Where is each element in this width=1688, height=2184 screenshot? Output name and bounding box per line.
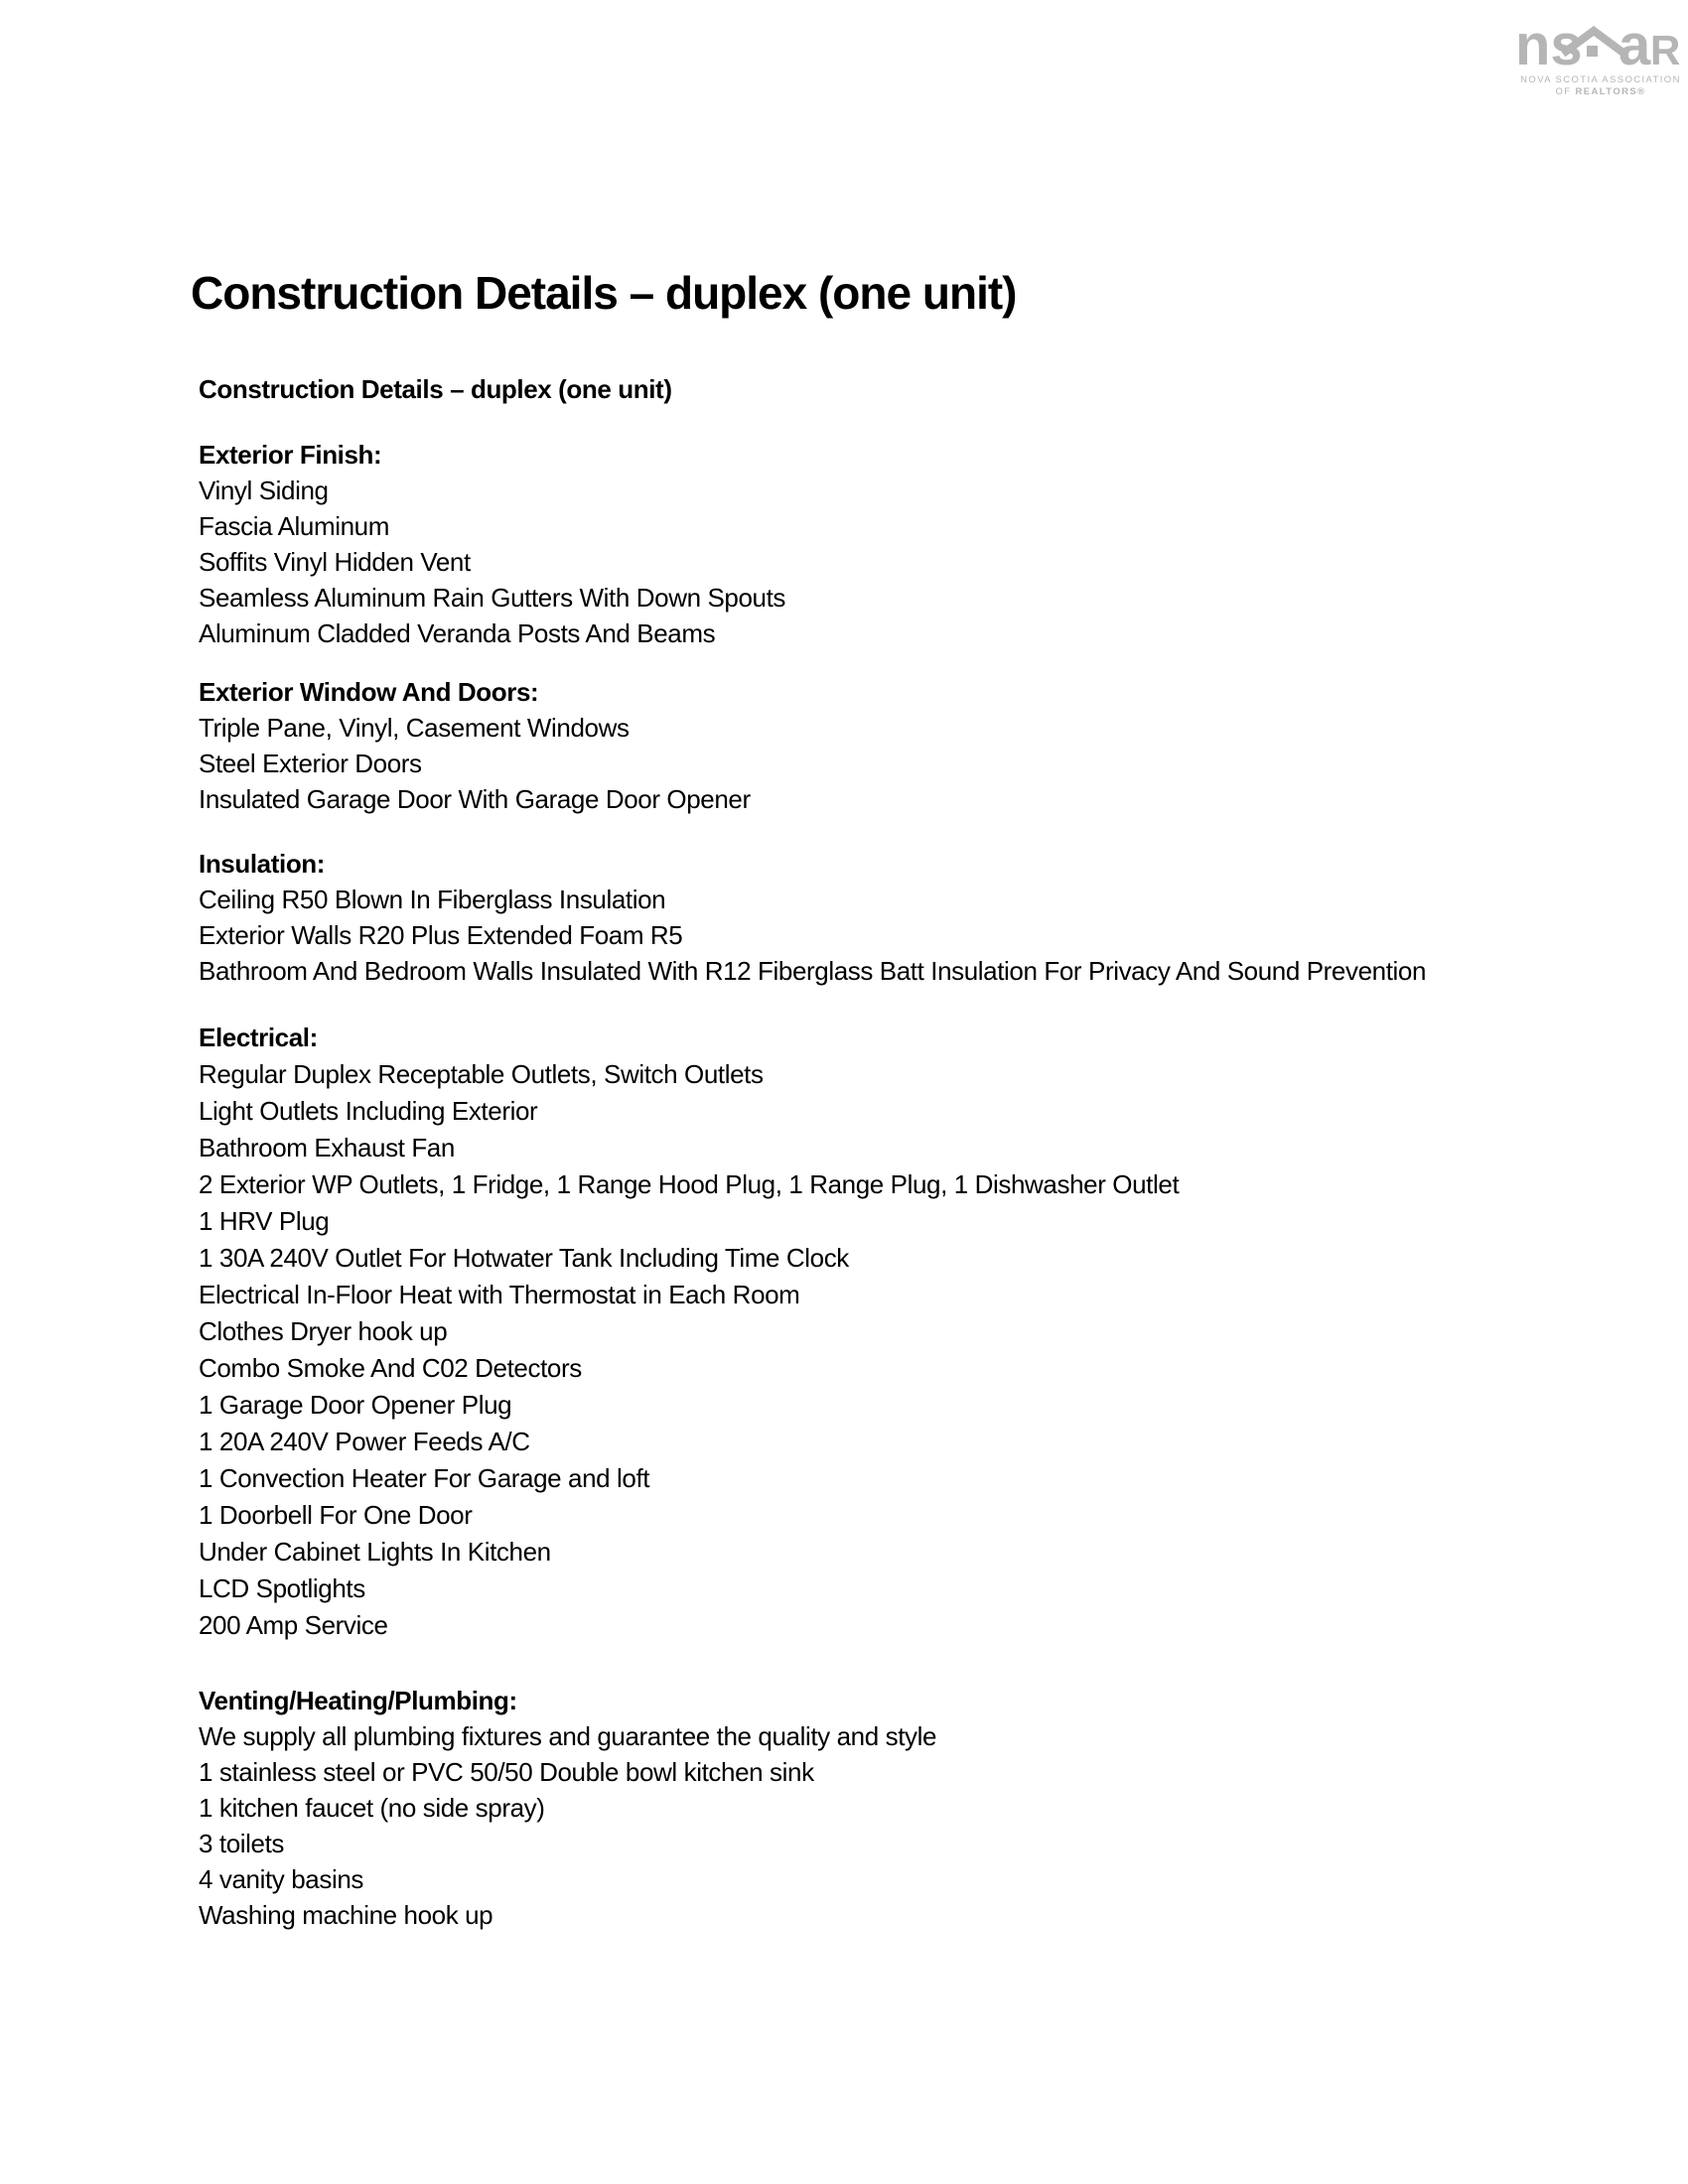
section-item: 2 Exterior WP Outlets, 1 Fridge, 1 Range Hood Plug, 1 Range Plug, 1 Dishwasher Outlet bbox=[199, 1169, 1180, 1199]
section-heading: Electrical: bbox=[199, 1023, 318, 1052]
section-item: Steel Exterior Doors bbox=[199, 749, 422, 778]
section-item: Electrical In-Floor Heat with Thermostat in Each Room bbox=[199, 1280, 800, 1309]
logo-text-ns: ns bbox=[1515, 22, 1583, 77]
logo-subtext-of: OF bbox=[1555, 86, 1576, 97]
section-item: Bathroom And Bedroom Walls Insulated With R12 Fiberglass Batt Insulation For Privacy And Sound Prevention bbox=[199, 956, 1427, 986]
section bbox=[199, 846, 1426, 989]
section-heading: Insulation: bbox=[199, 849, 326, 879]
section-item: Insulated Garage Door With Garage Door Opener bbox=[199, 784, 751, 814]
logo-subtext-line2 bbox=[1555, 86, 1645, 97]
house-window-icon bbox=[1587, 46, 1598, 57]
page-title: Construction Details – duplex (one unit) bbox=[191, 267, 1017, 319]
section-item: We supply all plumbing fixtures and guarantee the quality and style bbox=[199, 1721, 937, 1751]
section-item: 1 HRV Plug bbox=[199, 1206, 330, 1236]
section-item: Fascia Aluminum bbox=[199, 511, 389, 541]
logo-text-r: R bbox=[1650, 27, 1681, 73]
section-item: Exterior Walls R20 Plus Extended Foam R5 bbox=[199, 920, 683, 950]
section-item: 1 kitchen faucet (no side spray) bbox=[199, 1793, 545, 1823]
document-subtitle: Construction Details – duplex (one unit) bbox=[199, 374, 672, 404]
logo-subtext-realtors: REALTORS® bbox=[1575, 86, 1646, 97]
section-item: 1 20A 240V Power Feeds A/C bbox=[199, 1427, 530, 1456]
nsar-logo bbox=[1513, 22, 1688, 107]
section-item: 3 toilets bbox=[199, 1829, 285, 1858]
nsar-logo-graphic bbox=[1513, 22, 1688, 107]
logo-text-a: a bbox=[1618, 22, 1651, 77]
section-item: Regular Duplex Receptable Outlets, Switch Outlets bbox=[199, 1059, 764, 1089]
section-item: Aluminum Cladded Veranda Posts And Beams bbox=[199, 618, 716, 648]
section-item: Ceiling R50 Blown In Fiberglass Insulation bbox=[199, 885, 666, 914]
section-item: Light Outlets Including Exterior bbox=[199, 1096, 538, 1126]
section-item: Washing machine hook up bbox=[199, 1900, 493, 1930]
section-item: Combo Smoke And C02 Detectors bbox=[199, 1353, 582, 1383]
section-item: 1 Garage Door Opener Plug bbox=[199, 1390, 512, 1420]
section-item: Bathroom Exhaust Fan bbox=[199, 1133, 455, 1162]
section-item: Soffits Vinyl Hidden Vent bbox=[199, 547, 471, 577]
section-item: 1 Doorbell For One Door bbox=[199, 1500, 473, 1530]
section-heading: Venting/Heating/Plumbing: bbox=[199, 1686, 517, 1715]
section-item: 1 stainless steel or PVC 50/50 Double bowl kitchen sink bbox=[199, 1757, 814, 1787]
section-item: 1 Convection Heater For Garage and loft bbox=[199, 1463, 650, 1493]
section-item: Clothes Dryer hook up bbox=[199, 1316, 448, 1346]
section bbox=[199, 674, 751, 817]
section-item: Triple Pane, Vinyl, Casement Windows bbox=[199, 713, 630, 743]
section-heading: Exterior Window And Doors: bbox=[199, 677, 539, 707]
section bbox=[199, 1020, 1179, 1644]
section bbox=[199, 437, 785, 651]
section-item: 4 vanity basins bbox=[199, 1864, 363, 1894]
section-item: 1 30A 240V Outlet For Hotwater Tank Including Time Clock bbox=[199, 1243, 849, 1273]
section-item: 200 Amp Service bbox=[199, 1610, 388, 1640]
section-heading: Exterior Finish: bbox=[199, 440, 382, 470]
section-item: Vinyl Siding bbox=[199, 476, 329, 505]
section-item: LCD Spotlights bbox=[199, 1573, 365, 1603]
section-item: Seamless Aluminum Rain Gutters With Down Spouts bbox=[199, 583, 785, 613]
section bbox=[199, 1683, 936, 1933]
section-item: Under Cabinet Lights In Kitchen bbox=[199, 1537, 551, 1567]
logo-subtext-line1: NOVA SCOTIA ASSOCIATION bbox=[1520, 74, 1681, 85]
